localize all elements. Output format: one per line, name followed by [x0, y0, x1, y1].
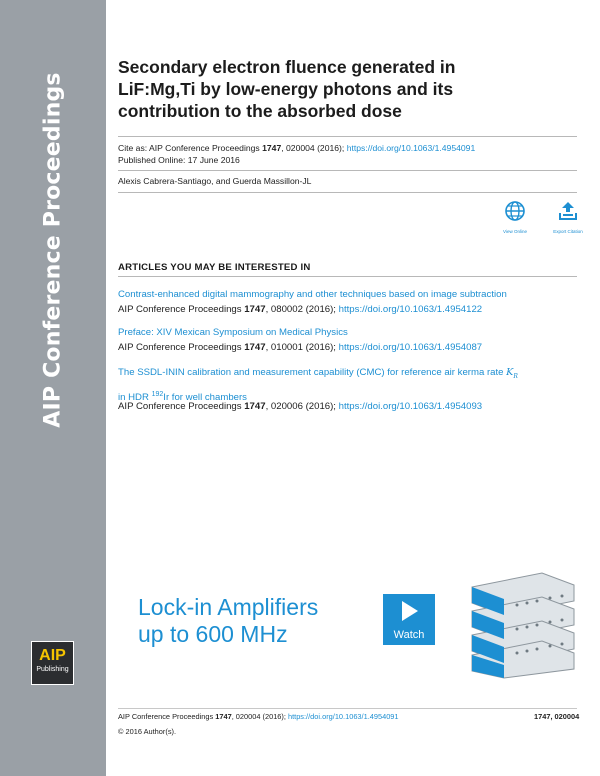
- logo-main-text: AIP: [39, 647, 66, 664]
- paper-title-line: Secondary electron fluence generated in: [118, 57, 456, 77]
- divider: [118, 708, 577, 709]
- divider: [118, 192, 577, 193]
- related-article-title[interactable]: [118, 367, 588, 404]
- cite-volume: 1747: [215, 712, 232, 721]
- related-article-cite: [118, 342, 482, 354]
- related-article-title[interactable]: Contrast-enhanced digital mammography and other techniques based on image subtraction: [118, 289, 507, 300]
- instrument-stack-image: [462, 567, 576, 679]
- divider: [118, 136, 577, 137]
- authors: Alexis Cabrera-Santiago, and Guerda Massillon-JL: [118, 176, 312, 186]
- ad-headline-line: up to 600 MHz: [138, 621, 288, 647]
- doi-link[interactable]: https://doi.org/10.1063/1.4954093: [338, 401, 483, 412]
- cite-prefix: AIP Conference Proceedings: [118, 304, 245, 315]
- view-online-button[interactable]: [495, 200, 535, 234]
- paper-title-line: LiF:Mg,Ti by low-energy photons and its: [118, 79, 454, 99]
- cite-volume: 1747: [244, 342, 266, 353]
- copyright: © 2016 Author(s).: [118, 727, 177, 736]
- cite-as: [118, 142, 475, 154]
- related-articles-heading: ARTICLES YOU MAY BE INTERESTED IN: [118, 262, 311, 273]
- related-article-cite: [118, 401, 482, 413]
- doi-link[interactable]: https://doi.org/10.1063/1.4954087: [338, 342, 483, 353]
- doi-link[interactable]: https://doi.org/10.1063/1.4954091: [287, 712, 399, 721]
- cite-prefix: AIP Conference Proceedings: [118, 401, 245, 412]
- cite-suffix: , 080002 (2016);: [265, 304, 339, 315]
- cite-volume: 1747: [244, 304, 266, 315]
- related-article-title[interactable]: Preface: XIV Mexican Symposium on Medical Physics: [118, 327, 348, 338]
- cite-suffix: , 010001 (2016);: [265, 342, 339, 353]
- globe-icon: [504, 200, 526, 222]
- title-line2-suffix: Ir for well chambers: [163, 392, 247, 404]
- related-article-cite: [118, 304, 482, 316]
- article-title-text: The SSDL-ININ calibration and measurement capability (CMC) for reference air kerma rate: [118, 367, 507, 378]
- export-citation-label: Export Citation: [553, 229, 583, 234]
- published-date: Published Online: 17 June 2016: [118, 155, 240, 165]
- cite-suffix: , 020006 (2016);: [265, 401, 339, 412]
- paper-title-line: contribution to the absorbed dose: [118, 101, 402, 121]
- cite-suffix: , 020004 (2016);: [231, 712, 288, 721]
- divider: [118, 276, 577, 277]
- cite-prefix: Cite as: AIP Conference Proceedings: [118, 143, 263, 153]
- cite-prefix: AIP Conference Proceedings: [118, 712, 216, 721]
- ad-headline-line: Lock-in Amplifiers: [138, 594, 319, 620]
- watch-button[interactable]: [383, 594, 435, 645]
- isotope-superscript: 192: [151, 390, 164, 398]
- cite-volume: 1747: [262, 143, 282, 153]
- journal-name: AIP Conference Proceedings: [40, 72, 66, 428]
- divider: [118, 170, 577, 171]
- footer-cite: [118, 712, 399, 722]
- journal-sidebar: [0, 0, 106, 776]
- aip-publishing-logo[interactable]: [31, 641, 74, 685]
- cite-suffix: , 020004 (2016);: [281, 143, 347, 153]
- math-subscript: R: [513, 372, 518, 380]
- footer-page-ref: 1747, 020004: [534, 712, 580, 721]
- cite-prefix: AIP Conference Proceedings: [118, 342, 245, 353]
- watch-label: Watch: [393, 629, 425, 641]
- title-line2-prefix: in HDR: [118, 392, 152, 404]
- doi-link[interactable]: https://doi.org/10.1063/1.4954091: [346, 143, 476, 153]
- export-icon: [557, 200, 579, 222]
- view-online-label: View Online: [503, 229, 527, 234]
- logo-sub-text: Publishing: [36, 666, 69, 673]
- paper-title: [118, 56, 558, 122]
- play-icon: [399, 600, 419, 622]
- doi-link[interactable]: https://doi.org/10.1063/1.4954122: [338, 304, 483, 315]
- cite-volume: 1747: [244, 401, 266, 412]
- export-citation-button[interactable]: [548, 200, 588, 234]
- math-symbol: K: [506, 367, 514, 378]
